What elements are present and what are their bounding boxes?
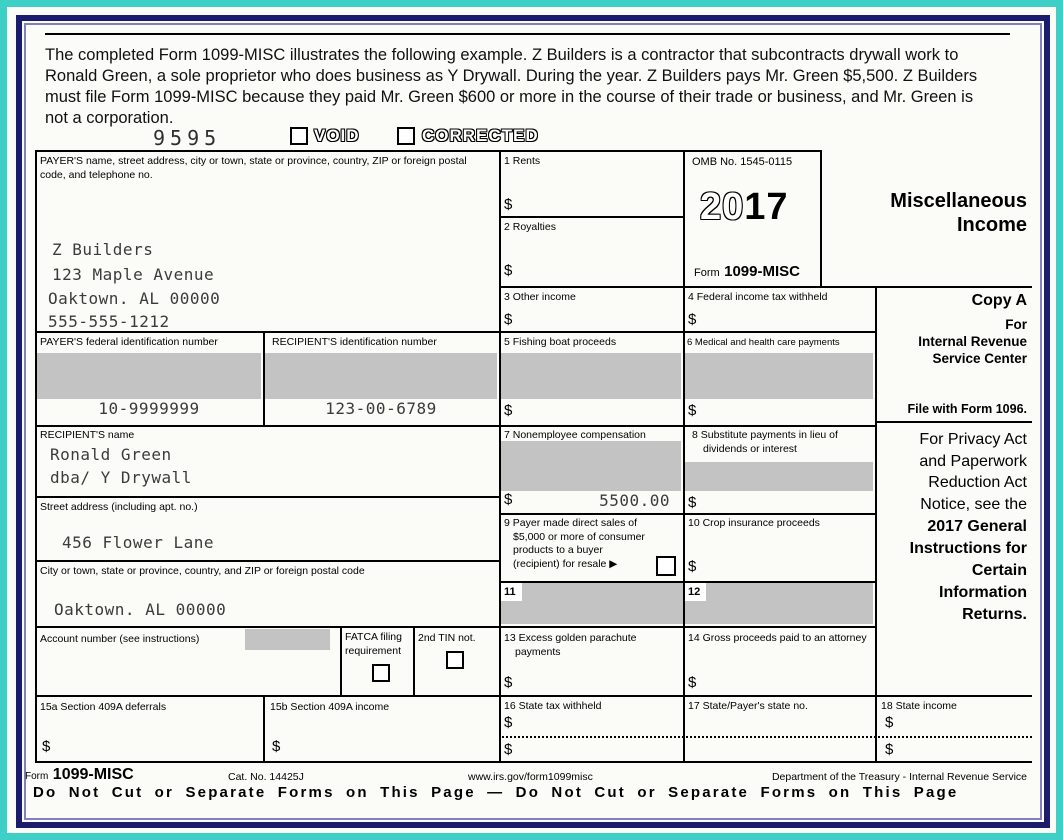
privacy-line: Notice, see the: [920, 496, 1027, 513]
corrected-checkbox[interactable]: [397, 127, 415, 145]
second-tin-label: 2nd TIN not.: [418, 632, 476, 644]
box15a-dollar: $: [42, 738, 51, 755]
print-code: 9595: [153, 126, 222, 150]
footer-form-number: 1099-MISC: [52, 766, 134, 783]
form-border: [875, 286, 877, 761]
footer-form-word: Form: [25, 771, 49, 782]
copy-center-line1: Internal Revenue: [918, 334, 1027, 349]
box9-checkbox[interactable]: [656, 556, 676, 576]
form-border: [499, 513, 875, 515]
box5-dollar: $: [504, 402, 513, 419]
do-not-cut-warning: Do Not Cut or Separate Forms on This Page — Do Not Cut or Separate Forms on This Page: [33, 784, 959, 801]
recipient-id-value: 123-00-6789: [325, 399, 437, 418]
box3-dollar: $: [504, 311, 513, 328]
payer-info-label: PAYER'S name, street address, city or town, state or province, country, ZIP or foreign postal code, and telephone no.: [40, 155, 467, 181]
instructions-line: Certain: [971, 562, 1027, 579]
payer-fed-id-value: 10-9999999: [98, 399, 200, 418]
form-border: [499, 216, 683, 218]
form-border: [35, 150, 37, 761]
street-address-value: 456 Flower Lane: [62, 533, 214, 552]
instructions-line: Information: [939, 584, 1027, 601]
intro-line: The completed Form 1099-MISC illustrates the following example. Z Builders is a contractor that subcontracts drywall work to: [45, 46, 959, 64]
void-checkbox[interactable]: [290, 127, 308, 145]
box4-dollar: $: [688, 311, 697, 328]
payer-phone-value: 555-555-1212: [48, 312, 170, 331]
box7-label: 7 Nonemployee compensation: [504, 429, 646, 441]
form-number: 1099-MISC: [724, 263, 800, 280]
instructions-line: Returns.: [962, 606, 1027, 623]
form-number-block: [694, 263, 800, 281]
box1-label: 1 Rents: [504, 155, 541, 167]
city-value: Oaktown. AL 00000: [54, 600, 227, 619]
copy-a-label: Copy A: [971, 292, 1027, 309]
recipient-id-label: RECIPIENT'S identification number: [272, 336, 437, 348]
intro-line: Ronald Green, a sole proprietor who does business as Y Drywall. During the year. Z Builders pays Mr. Green $5,500. Z Builders: [45, 67, 978, 85]
shaded-band: [501, 353, 681, 399]
omb-number: OMB No. 1545-0115: [692, 156, 793, 168]
box11-shaded-area: [501, 583, 683, 624]
payer-fed-id-label: PAYER'S federal identification number: [40, 336, 218, 348]
form-border: [340, 626, 342, 695]
box10-dollar: $: [688, 558, 697, 575]
form-border: [35, 331, 875, 333]
fatca-checkbox[interactable]: [372, 664, 390, 682]
shaded-band: [37, 353, 261, 399]
payer-city-value: Oaktown. AL 00000: [48, 289, 221, 308]
second-tin-checkbox[interactable]: [446, 651, 464, 669]
box10-label: 10 Crop insurance proceeds: [688, 517, 820, 529]
form-border: [413, 626, 415, 695]
box16-label: 16 State tax withheld: [504, 700, 602, 712]
tax-year-outline: 20: [700, 186, 745, 228]
box6-label: 6 Medical and health care payments: [687, 337, 840, 348]
box18-label: 18 State income: [881, 700, 957, 712]
tax-year-solid: 17: [744, 186, 789, 228]
shaded-band: [501, 441, 681, 491]
box9-line: (recipient) for resale ▶: [513, 557, 618, 570]
privacy-line: and Paperwork: [919, 453, 1027, 470]
box15b-label: 15b Section 409A income: [270, 701, 390, 713]
box3-label: 3 Other income: [504, 291, 576, 303]
account-shaded-box: [245, 629, 330, 650]
box11-number: 11: [501, 583, 522, 601]
form-title-line1: Miscellaneous: [890, 190, 1027, 212]
box8-dollar: $: [688, 494, 697, 511]
box14-label: 14 Gross proceeds paid to an attorney: [688, 632, 867, 644]
privacy-line: Reduction Act: [928, 474, 1027, 491]
form-border: [499, 150, 501, 761]
instructions-line: 2017 General: [927, 518, 1027, 535]
box5-label: 5 Fishing boat proceeds: [504, 336, 617, 348]
box17-label: 17 State/Payer's state no.: [688, 700, 808, 712]
form-border: [35, 560, 499, 562]
copy-divider: [875, 421, 1032, 423]
box18-dollar-bottom: $: [885, 741, 894, 758]
box13-label: 13 Excess golden parachute payments: [504, 632, 637, 658]
shaded-band: [685, 353, 873, 399]
form-border: [35, 425, 875, 427]
copy-for-line: For: [1005, 317, 1027, 332]
intro-line: must file Form 1099-MISC because they paid Mr. Green $600 or more in the course of their trade or business, and Mr. Green is: [45, 88, 974, 106]
box15a-label: 15a Section 409A deferrals: [40, 701, 167, 713]
box16-dollar-top: $: [504, 714, 513, 731]
box12-number: 12: [685, 583, 706, 601]
box9-line: products to a buyer: [513, 544, 603, 557]
box16-dollar-bottom: $: [504, 741, 513, 758]
tax-year: [700, 186, 789, 229]
box6-dollar: $: [688, 402, 697, 419]
footer-form-number-block: [25, 766, 134, 784]
box7-value: 5500.00: [599, 491, 670, 510]
recipient-name-value: Ronald Green: [50, 445, 172, 464]
file-with-label: File with Form 1096.: [907, 402, 1027, 416]
payer-name-value: Z Builders: [52, 240, 154, 259]
box4-label: 4 Federal income tax withheld: [688, 291, 828, 303]
street-address-label: Street address (including apt. no.): [40, 501, 198, 513]
privacy-line: For Privacy Act: [919, 431, 1027, 448]
form-border: [499, 286, 1032, 288]
box9-line: $5,000 or more of consumer: [513, 530, 645, 543]
treasury-department-label: Department of the Treasury - Internal Revenue Service: [771, 771, 1027, 783]
corrected-label: CORRECTED: [422, 126, 539, 145]
form-border: [35, 695, 1032, 697]
form-border: [35, 761, 1032, 763]
box14-dollar: $: [688, 674, 697, 691]
box2-dollar: $: [504, 262, 513, 279]
account-number-label: Account number (see instructions): [40, 633, 200, 645]
form-border: [263, 695, 265, 761]
recipient-dba-value: dba/ Y Drywall: [50, 468, 192, 487]
box8-label: 8 Substitute payments in lieu of dividends or interest: [692, 429, 838, 455]
box1-dollar: $: [504, 196, 513, 213]
top-rule: [45, 33, 1010, 35]
box9-line: 9 Payer made direct sales of: [504, 517, 638, 529]
box9-label: [504, 517, 666, 572]
intro-line: not a corporation.: [45, 109, 174, 127]
box18-dollar-top: $: [885, 714, 894, 731]
form-border: [35, 150, 822, 152]
box13-dollar: $: [504, 674, 513, 691]
box12-shaded-area: [685, 583, 873, 624]
recipient-name-label: RECIPIENT'S name: [40, 429, 135, 441]
box15b-dollar: $: [272, 738, 281, 755]
catalog-number: Cat. No. 14425J: [228, 771, 304, 783]
shaded-band: [265, 353, 497, 399]
box7-dollar: $: [504, 491, 513, 508]
form-border: [35, 496, 499, 498]
fatca-label: FATCA filing requirement: [345, 631, 402, 657]
box2-label: 2 Royalties: [504, 221, 556, 233]
form-border: [683, 150, 685, 761]
form-word: Form: [694, 267, 720, 279]
form-title-line2: Income: [956, 214, 1027, 236]
payer-street-value: 123 Maple Avenue: [52, 265, 215, 284]
form-border: [499, 581, 875, 583]
instructions-line: Instructions for: [909, 540, 1027, 557]
city-label: City or town, state or province, country, and ZIP or foreign postal code: [40, 565, 365, 577]
form-border: [820, 150, 822, 286]
state-row-dashed-line: [499, 736, 1032, 738]
void-label: VOID: [314, 126, 360, 145]
copy-center-line2: Service Center: [932, 351, 1027, 366]
shaded-band: [685, 462, 873, 491]
irs-website-link[interactable]: www.irs.gov/form1099misc: [468, 771, 593, 783]
form-border: [35, 626, 875, 628]
